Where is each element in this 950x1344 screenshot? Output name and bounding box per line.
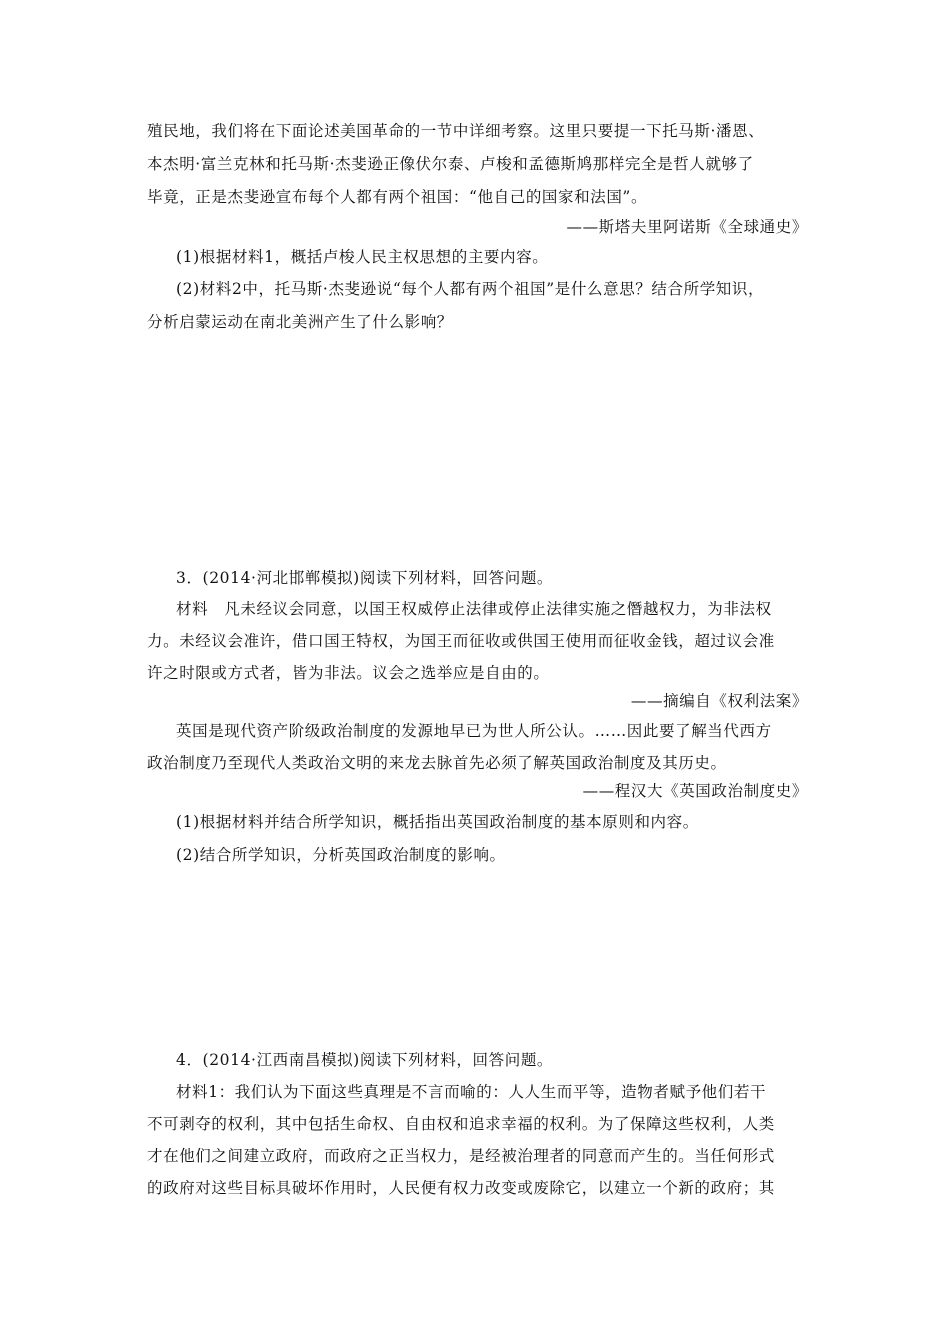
material-text-line: 本杰明·富兰克林和托马斯·杰斐逊正像伏尔泰、卢梭和孟德斯鸠那样完全是哲人就够了 [147,155,754,173]
material-text-line: 不可剥夺的权利，其中包括生命权、自由权和追求幸福的权利。为了保障这些权利，人类 [147,1115,775,1133]
question-item: (1)根据材料并结合所学知识，概括指出英国政治制度的基本原则和内容。 [176,813,699,831]
material-text-line: 的政府对这些目标具破坏作用时，人民便有权力改变或废除它，以建立一个新的政府；其 [147,1179,775,1197]
source-citation: ——摘编自《权利法案》 [630,692,808,710]
material-text-line: 许之时限或方式者，皆为非法。议会之选举应是自由的。 [147,664,550,682]
question-heading: 4．(2014·江西南昌模拟)阅读下列材料，回答问题。 [176,1051,554,1069]
question-heading: 3．(2014·河北邯郸模拟)阅读下列材料，回答问题。 [176,569,554,587]
question-item: (1)根据材料1，概括卢梭人民主权思想的主要内容。 [176,248,549,266]
material-text-line: 才在他们之间建立政府，而政府之正当权力，是经被治理者的同意而产生的。当任何形式 [147,1147,775,1165]
material-text-line: 毕竟，正是杰斐逊宣布每个人都有两个祖国：“他自己的国家和法国”。 [147,188,648,206]
material-text-line: 殖民地，我们将在下面论述美国革命的一节中详细考察。这里只要提一下托马斯·潘恩、 [147,122,765,140]
source-citation: ——斯塔夫里阿诺斯《全球通史》 [566,218,808,236]
material-text-line: 英国是现代资产阶级政治制度的发源地早已为世人所公认。……因此要了解当代西方 [176,722,772,740]
question-item-continuation: 分析启蒙运动在南北美洲产生了什么影响？ [147,313,453,331]
question-item: (2)材料2中，托马斯·杰斐逊说“每个人都有两个祖国”是什么意思？结合所学知识， [176,280,765,298]
material-text-line: 力。未经议会准许，借口国王特权，为国王而征收或供国王使用而征收金钱，超过议会准 [147,632,775,650]
material-text-line: 材料 凡未经议会同意，以国王权威停止法律或停止法律实施之僭越权力，为非法权 [176,600,772,618]
material-text-line: 政治制度乃至现代人类政治文明的来龙去脉首先必须了解英国政治制度及其历史。 [147,754,727,772]
material-text-line: 材料1：我们认为下面这些真理是不言而喻的：人人生而平等，造物者赋予他们若干 [176,1083,767,1101]
source-citation: ——程汉大《英国政治制度史》 [582,782,808,800]
question-item: (2)结合所学知识，分析英国政治制度的影响。 [176,846,506,864]
